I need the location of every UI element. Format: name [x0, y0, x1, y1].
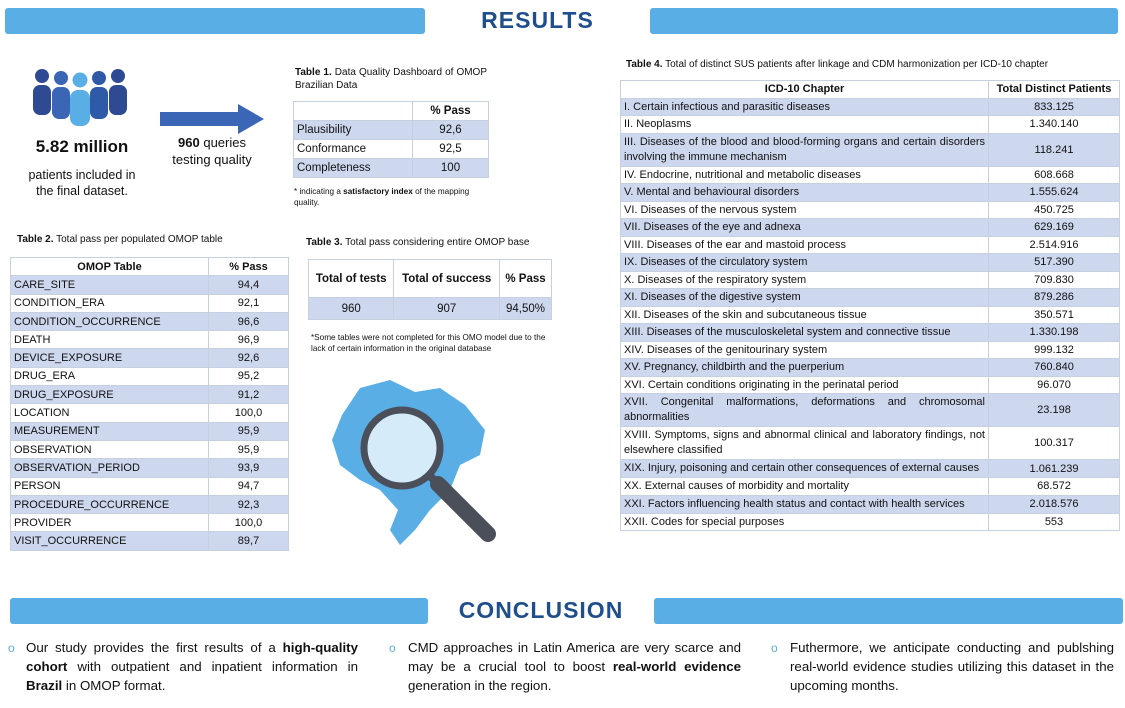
table2-cell-name: PERSON	[11, 477, 209, 495]
bullet-icon: o	[771, 641, 778, 655]
table4-cell-chapter: XV. Pregnancy, childbirth and the puerperium	[621, 359, 989, 377]
table-row	[621, 394, 1120, 427]
table4-cell-patients: 1.061.239	[989, 460, 1120, 478]
table2-cell-name: CONDITION_ERA	[11, 294, 209, 312]
table-row	[294, 121, 489, 140]
table4-header-chapter: ICD-10 Chapter	[621, 81, 989, 99]
table-row	[621, 478, 1120, 496]
conclusion-point-2	[408, 638, 741, 695]
table2-cell-pass: 91,2	[209, 386, 289, 404]
table4-cell-chapter: II. Neoplasms	[621, 116, 989, 134]
table1-note	[294, 186, 494, 208]
table2-cell-pass: 92,3	[209, 495, 289, 513]
table-row	[621, 236, 1120, 254]
table-row	[621, 184, 1120, 202]
table4-cell-patients: 517.390	[989, 254, 1120, 272]
table2-cell-name: OBSERVATION	[11, 440, 209, 458]
table3-header-success: Total of success	[394, 260, 500, 298]
conclusion-3-text: Futhermore, we anticipate conducting and publshing real-world evidence studies utilizing this dataset in the upcoming months.	[790, 640, 1114, 693]
table-row	[11, 440, 289, 458]
conclusion-banner-right	[654, 598, 1123, 624]
conclusion-2-text-2: generation in the region.	[408, 678, 552, 693]
table2-cell-name: DEATH	[11, 331, 209, 349]
table-row	[11, 386, 289, 404]
table-row	[621, 460, 1120, 478]
table4-cell-patients: 999.132	[989, 341, 1120, 359]
table3-note: *Some tables were not completed for this OMO model due to the lack of certain information in the original database	[311, 333, 546, 353]
table4-cell-chapter: XIII. Diseases of the musculoskeletal system and connective tissue	[621, 324, 989, 342]
table1-cell: 92,5	[413, 140, 489, 159]
brazil-map-magnifier-icon	[320, 370, 510, 560]
conclusion-1-bold-2: Brazil	[26, 678, 63, 693]
table2-cell-pass: 100,0	[209, 514, 289, 532]
table1-header-pass: % Pass	[413, 102, 489, 121]
table-row	[309, 298, 552, 320]
table4-cell-patients: 1.340.140	[989, 116, 1120, 134]
table-row	[11, 404, 289, 422]
table2-caption	[17, 233, 277, 246]
table2-cell-name: PROVIDER	[11, 514, 209, 532]
table4-cell-patients: 2.514.916	[989, 236, 1120, 254]
table-row	[621, 219, 1120, 237]
table4-header-patients: Total Distinct Patients	[989, 81, 1120, 99]
table4-cell-patients: 450.725	[989, 201, 1120, 219]
table-row	[621, 513, 1120, 531]
table2-cell-name: OBSERVATION_PERIOD	[11, 459, 209, 477]
table4-cell-patients: 68.572	[989, 478, 1120, 496]
table2-cell-name: MEASUREMENT	[11, 422, 209, 440]
patients-description: patients included in the final dataset.	[28, 168, 136, 198]
conclusion-1-text: Our study provides the first results of a	[26, 640, 283, 655]
table-row	[11, 495, 289, 513]
table4-cell-chapter: XVII. Congenital malformations, deformations and chromosomal abnormalities	[621, 394, 989, 427]
bullet-icon: o	[8, 641, 15, 655]
table2-label: Table 2.	[17, 234, 54, 245]
table4-cell-chapter: IX. Diseases of the circulatory system	[621, 254, 989, 272]
table4-cell-chapter: IV. Endocrine, nutritional and metabolic diseases	[621, 166, 989, 184]
table-row	[11, 367, 289, 385]
table4-cell-chapter: XXII. Codes for special purposes	[621, 513, 989, 531]
patients-count: 5.82 million	[35, 137, 129, 156]
arrow-right-icon	[160, 104, 264, 134]
table4-cell-chapter: XVIII. Symptoms, signs and abnormal clinical and laboratory findings, not elsewhere classified	[621, 427, 989, 460]
table2-cell-name: PROCEDURE_OCCURRENCE	[11, 495, 209, 513]
table-row	[621, 427, 1120, 460]
table4-cell-chapter: XIV. Diseases of the genitourinary system	[621, 341, 989, 359]
table4-cell-patients: 118.241	[989, 133, 1120, 166]
table1-note-suffix: of the mapping quality.	[294, 187, 470, 207]
table4-cell-chapter: XX. External causes of morbidity and mortality	[621, 478, 989, 496]
table-row	[294, 140, 489, 159]
table-row	[621, 324, 1120, 342]
table3-header-tests: Total of tests	[309, 260, 394, 298]
results-banner-left	[5, 8, 425, 34]
table1-cell: 92,6	[413, 121, 489, 140]
table3-caption	[306, 236, 556, 249]
table4-cell-patients: 96.070	[989, 376, 1120, 394]
results-title: RESULTS	[481, 7, 594, 33]
table1-header-empty	[294, 102, 413, 121]
conclusion-banner-left	[10, 598, 428, 624]
table1-caption	[295, 66, 487, 92]
conclusion-2-text: CMD approaches in Latin America are very scarce and may be a crucial tool to boost	[408, 640, 741, 674]
table4-cell-patients: 833.125	[989, 98, 1120, 116]
table2-cell-name: DEVICE_EXPOSURE	[11, 349, 209, 367]
table3-overall-pass	[308, 259, 552, 320]
table4-cell-chapter: X. Diseases of the respiratory system	[621, 271, 989, 289]
table4-cell-patients: 23.198	[989, 394, 1120, 427]
queries-count: 960	[178, 135, 200, 150]
queries-stat	[160, 134, 264, 168]
table4-cell-chapter: III. Diseases of the blood and blood-forming organs and certain disorders involving the immune mechanism	[621, 133, 989, 166]
table-row	[621, 254, 1120, 272]
table2-cell-pass: 94,4	[209, 276, 289, 294]
table4-label: Table 4.	[626, 59, 663, 70]
table3-cell-success: 907	[394, 298, 500, 320]
table2-omop-tables	[10, 257, 289, 551]
queries-label-2: testing quality	[172, 152, 252, 167]
table-row	[621, 133, 1120, 166]
table4-caption	[626, 58, 1121, 71]
table1-note-text: * indicating a	[294, 187, 344, 196]
table-row	[11, 422, 289, 440]
table4-cell-chapter: XI. Diseases of the digestive system	[621, 289, 989, 307]
table4-cell-patients: 608.668	[989, 166, 1120, 184]
conclusion-1-bold: high-quality cohort	[26, 640, 358, 674]
table4-cell-patients: 350.571	[989, 306, 1120, 324]
table2-cell-name: VISIT_OCCURRENCE	[11, 532, 209, 550]
table1-cell: Conformance	[294, 140, 413, 159]
table2-cell-pass: 89,7	[209, 532, 289, 550]
table2-cell-pass: 95,9	[209, 422, 289, 440]
table4-cell-patients: 879.286	[989, 289, 1120, 307]
table2-cell-name: CARE_SITE	[11, 276, 209, 294]
table4-cell-patients: 709.830	[989, 271, 1120, 289]
bullet-icon: o	[389, 641, 396, 655]
table3-header-pass: % Pass	[500, 260, 552, 298]
table2-cell-pass: 92,6	[209, 349, 289, 367]
table4-cell-patients: 1.330.198	[989, 324, 1120, 342]
table2-cell-pass: 96,6	[209, 312, 289, 330]
table-row	[621, 495, 1120, 513]
table1-note-bold: satisfactory index	[343, 187, 413, 196]
table-row	[621, 271, 1120, 289]
table3-cell-pass: 94,50%	[500, 298, 552, 320]
table-row	[11, 331, 289, 349]
table-row	[11, 477, 289, 495]
table3-cell-tests: 960	[309, 298, 394, 320]
table4-cell-chapter: XVI. Certain conditions originating in the perinatal period	[621, 376, 989, 394]
table2-cell-pass: 92,1	[209, 294, 289, 312]
table4-cell-patients: 2.018.576	[989, 495, 1120, 513]
table-row	[11, 459, 289, 477]
table2-cell-pass: 96,9	[209, 331, 289, 349]
table-row	[294, 159, 489, 178]
table3-label: Table 3.	[306, 237, 343, 248]
table4-cell-patients: 553	[989, 513, 1120, 531]
table4-cell-chapter: XIX. Injury, poisoning and certain other consequences of external causes	[621, 460, 989, 478]
table2-header-table: OMOP Table	[11, 258, 209, 276]
table-row	[11, 514, 289, 532]
table2-cell-name: CONDITION_OCCURRENCE	[11, 312, 209, 330]
table4-cell-chapter: XII. Diseases of the skin and subcutaneous tissue	[621, 306, 989, 324]
table2-cell-pass: 95,9	[209, 440, 289, 458]
queries-label: queries	[203, 135, 246, 150]
table-row	[621, 359, 1120, 377]
table-row	[621, 376, 1120, 394]
conclusion-2-bold: real-world evidence	[612, 659, 741, 674]
table4-cell-chapter: VII. Diseases of the eye and adnexa	[621, 219, 989, 237]
table2-cell-pass: 93,9	[209, 459, 289, 477]
table4-cell-patients: 760.840	[989, 359, 1120, 377]
table2-cell-pass: 95,2	[209, 367, 289, 385]
table-row	[621, 166, 1120, 184]
table-row	[11, 276, 289, 294]
table4-cell-chapter: I. Certain infectious and parasitic diseases	[621, 98, 989, 116]
table2-cell-name: DRUG_EXPOSURE	[11, 386, 209, 404]
table-row	[621, 201, 1120, 219]
table2-cell-name: DRUG_ERA	[11, 367, 209, 385]
table-row	[11, 294, 289, 312]
table4-cell-patients: 629.169	[989, 219, 1120, 237]
table-row	[11, 312, 289, 330]
table4-cell-chapter: XXI. Factors influencing health status and contact with health services	[621, 495, 989, 513]
conclusion-point-1	[26, 638, 358, 695]
table1-data-quality	[293, 101, 489, 178]
conclusion-1-text-2: with outpatient and inpatient information in	[67, 659, 358, 674]
conclusion-1-text-3: in OMOP format.	[62, 678, 166, 693]
table4-icd10-chapters	[620, 80, 1120, 531]
table2-cell-pass: 94,7	[209, 477, 289, 495]
conclusion-title: CONCLUSION	[458, 597, 624, 623]
table4-cell-chapter: VIII. Diseases of the ear and mastoid process	[621, 236, 989, 254]
table-row	[621, 116, 1120, 134]
table4-cell-patients: 100.317	[989, 427, 1120, 460]
table4-cell-patients: 1.555.624	[989, 184, 1120, 202]
table-row	[11, 349, 289, 367]
results-banner-right	[650, 8, 1118, 34]
table4-caption-text: Total of distinct SUS patients after linkage and CDM harmonization per ICD-10 chapter	[665, 59, 1049, 70]
table2-cell-name: LOCATION	[11, 404, 209, 422]
table2-cell-pass: 100,0	[209, 404, 289, 422]
table2-header-pass: % Pass	[209, 258, 289, 276]
table1-cell: Completeness	[294, 159, 413, 178]
table-row	[621, 341, 1120, 359]
table1-caption-text: Data Quality Dashboard of OMOP Brazilian Data	[295, 67, 487, 91]
table4-cell-chapter: VI. Diseases of the nervous system	[621, 201, 989, 219]
table4-cell-chapter: V. Mental and behavioural disorders	[621, 184, 989, 202]
table3-caption-text: Total pass considering entire OMOP base	[345, 237, 530, 248]
people-group-icon	[30, 66, 130, 134]
table1-cell: Plausibility	[294, 121, 413, 140]
table2-caption-text: Total pass per populated OMOP table	[56, 234, 223, 245]
table-row	[621, 98, 1120, 116]
table-row	[11, 532, 289, 550]
table-row	[621, 306, 1120, 324]
table-row	[621, 289, 1120, 307]
table1-cell: 100	[413, 159, 489, 178]
conclusion-point-3	[790, 638, 1114, 695]
table1-label: Table 1.	[295, 67, 332, 78]
